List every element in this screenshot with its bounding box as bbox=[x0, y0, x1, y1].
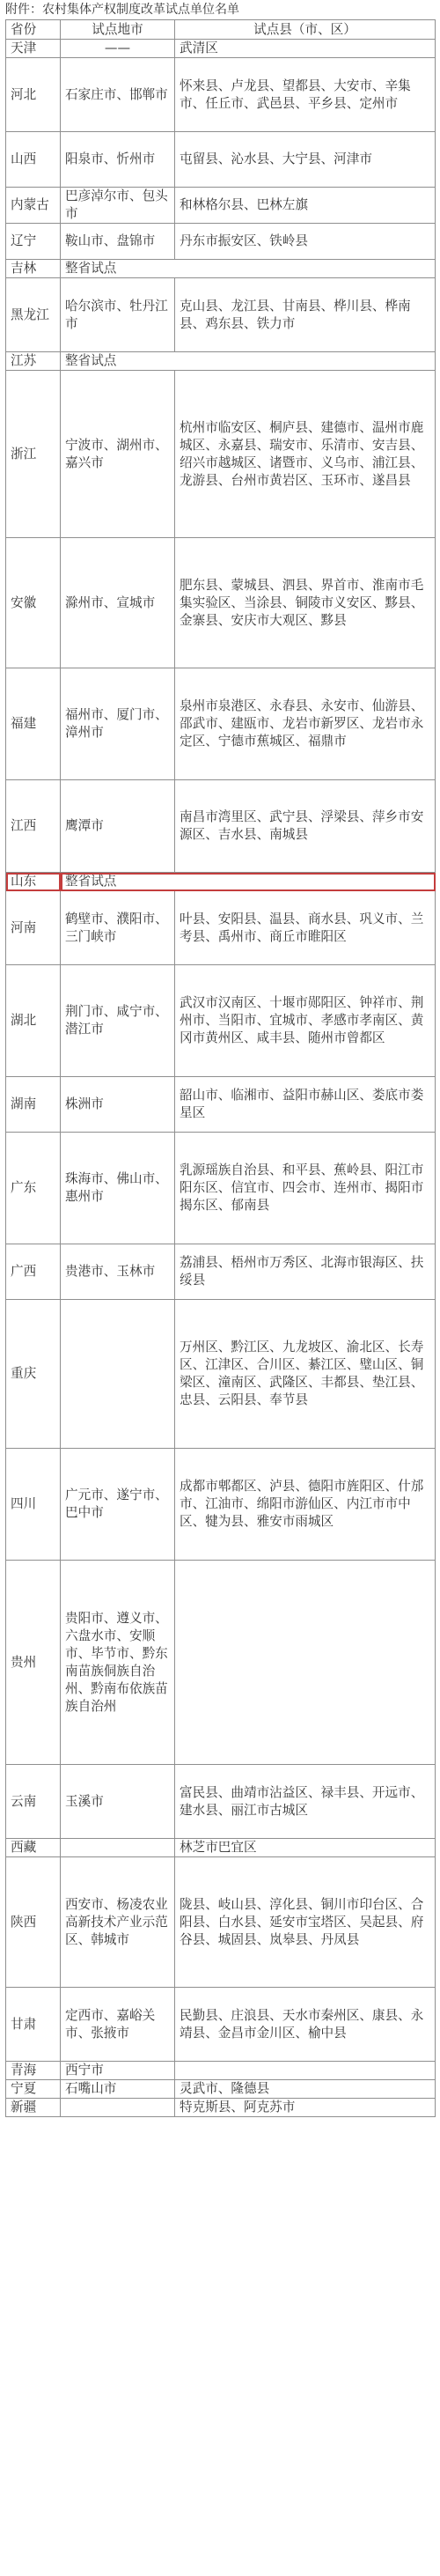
city-cell: 整省试点 bbox=[61, 352, 436, 371]
province-cell: 云南 bbox=[6, 1765, 61, 1839]
table-row bbox=[6, 891, 436, 965]
table-row bbox=[6, 2099, 436, 2117]
city-cell: 石家庄市、邯郸市 bbox=[61, 58, 175, 132]
header-county: 试点县（市、区） bbox=[175, 20, 436, 40]
city-cell: 贵阳市、遵义市、六盘水市、安顺市、毕节市、黔东南苗族侗族自治州、黔南布依族苗族自治州 bbox=[61, 1561, 175, 1765]
county-cell: 万州区、黔江区、九龙坡区、渝北区、长寿区、江津区、合川区、綦江区、璧山区、铜梁区、潼南区、武隆区、丰都县、垫江县、忠县、云阳县、奉节县 bbox=[175, 1300, 436, 1449]
table-row bbox=[6, 371, 436, 538]
table-row bbox=[6, 260, 436, 278]
county-cell: 林芝市巴宜区 bbox=[175, 1839, 436, 1857]
county-cell: 武清区 bbox=[175, 40, 436, 58]
table-body bbox=[6, 40, 436, 2117]
table-row bbox=[6, 352, 436, 371]
county-cell: 特克斯县、阿克苏市 bbox=[175, 2099, 436, 2117]
table-row bbox=[6, 1857, 436, 1988]
table-row bbox=[6, 278, 436, 352]
document-title: 附件：农村集体产权制度改革试点单位名单 bbox=[5, 3, 239, 17]
province-cell: 西藏 bbox=[6, 1839, 61, 1857]
city-cell: 株洲市 bbox=[61, 1077, 175, 1133]
county-cell: 克山县、龙江县、甘南县、桦川县、桦南县、鸡东县、铁力市 bbox=[175, 278, 436, 352]
county-cell: 南昌市湾里区、武宁县、浮梁县、萍乡市安源区、吉水县、南城县 bbox=[175, 780, 436, 873]
city-cell: 广元市、遂宁市、巴中市 bbox=[61, 1449, 175, 1561]
province-cell: 辽宁 bbox=[6, 224, 61, 260]
table-row bbox=[6, 40, 436, 58]
table-row bbox=[6, 188, 436, 224]
county-cell: 杭州市临安区、桐庐县、建德市、温州市鹿城区、永嘉县、瑞安市、乐清市、安吉县、绍兴市越城区、诸暨市、义乌市、浦江县、龙游县、台州市黄岩区、玉环市、遂昌县 bbox=[175, 371, 436, 538]
pilot-units-table bbox=[5, 19, 436, 2117]
county-cell: 泉州市泉港区、永春县、永安市、仙游县、邵武市、建瓯市、龙岩市新罗区、龙岩市永定区、宁德市蕉城区、福鼎市 bbox=[175, 668, 436, 780]
city-cell: 福州市、厦门市、漳州市 bbox=[61, 668, 175, 780]
table-row bbox=[6, 1244, 436, 1300]
province-cell: 浙江 bbox=[6, 371, 61, 538]
city-cell: 整省试点 bbox=[61, 873, 436, 891]
province-cell: 内蒙古 bbox=[6, 188, 61, 224]
city-cell bbox=[61, 1839, 175, 1857]
table-row bbox=[6, 668, 436, 780]
table-row bbox=[6, 1561, 436, 1765]
province-cell: 河北 bbox=[6, 58, 61, 132]
city-cell: 鞍山市、盘锦市 bbox=[61, 224, 175, 260]
city-cell: 阳泉市、忻州市 bbox=[61, 132, 175, 188]
province-cell: 甘肃 bbox=[6, 1988, 61, 2062]
city-cell: 定西市、嘉峪关市、张掖市 bbox=[61, 1988, 175, 2062]
city-cell: 珠海市、佛山市、惠州市 bbox=[61, 1133, 175, 1244]
table-row bbox=[6, 1839, 436, 1857]
city-cell: 巴彦淖尔市、包头市 bbox=[61, 188, 175, 224]
city-cell: 整省试点 bbox=[61, 260, 436, 278]
city-cell: 荆门市、咸宁市、潜江市 bbox=[61, 965, 175, 1077]
province-cell: 河南 bbox=[6, 891, 61, 965]
city-cell bbox=[61, 1300, 175, 1449]
table-row bbox=[6, 1133, 436, 1244]
header-province: 省份 bbox=[6, 20, 61, 40]
table-row bbox=[6, 58, 436, 132]
table-row bbox=[6, 965, 436, 1077]
province-cell: 福建 bbox=[6, 668, 61, 780]
province-cell: 陕西 bbox=[6, 1857, 61, 1988]
county-cell: 荔浦县、梧州市万秀区、北海市银海区、扶绥县 bbox=[175, 1244, 436, 1300]
table-row bbox=[6, 1988, 436, 2062]
table-row bbox=[6, 132, 436, 188]
city-cell: —— bbox=[61, 40, 175, 58]
county-cell: 和林格尔县、巴林左旗 bbox=[175, 188, 436, 224]
province-cell: 江西 bbox=[6, 780, 61, 873]
city-cell: 玉溪市 bbox=[61, 1765, 175, 1839]
city-cell: 宁波市、湖州市、嘉兴市 bbox=[61, 371, 175, 538]
table-row bbox=[6, 780, 436, 873]
province-cell: 宁夏 bbox=[6, 2080, 61, 2099]
province-cell: 山西 bbox=[6, 132, 61, 188]
county-cell: 韶山市、临湘市、益阳市赫山区、娄底市娄星区 bbox=[175, 1077, 436, 1133]
county-cell: 民勤县、庄浪县、天水市秦州区、康县、永靖县、金昌市金川区、榆中县 bbox=[175, 1988, 436, 2062]
province-cell: 江苏 bbox=[6, 352, 61, 371]
table-row bbox=[6, 1765, 436, 1839]
city-cell bbox=[61, 2099, 175, 2117]
province-cell: 青海 bbox=[6, 2062, 61, 2080]
county-cell: 丹东市振安区、铁岭县 bbox=[175, 224, 436, 260]
county-cell: 乳源瑶族自治县、和平县、蕉岭县、阳江市阳东区、信宜市、四会市、连州市、揭阳市揭东区、郁南县 bbox=[175, 1133, 436, 1244]
table-row bbox=[6, 538, 436, 668]
province-cell: 贵州 bbox=[6, 1561, 61, 1765]
county-cell: 灵武市、隆德县 bbox=[175, 2080, 436, 2099]
county-cell: 武汉市汉南区、十堰市郧阳区、钟祥市、荆州市、当阳市、宜城市、孝感市孝南区、黄冈市黄州区、咸丰县、随州市曾都区 bbox=[175, 965, 436, 1077]
province-cell: 重庆 bbox=[6, 1300, 61, 1449]
province-cell: 湖北 bbox=[6, 965, 61, 1077]
county-cell: 怀来县、卢龙县、望都县、大安市、辛集市、任丘市、武邑县、平乡县、定州市 bbox=[175, 58, 436, 132]
table-row bbox=[6, 2080, 436, 2099]
table-row bbox=[6, 1449, 436, 1561]
city-cell: 贵港市、玉林市 bbox=[61, 1244, 175, 1300]
table-row bbox=[6, 2062, 436, 2080]
city-cell: 西安市、杨凌农业高新技术产业示范区、韩城市 bbox=[61, 1857, 175, 1988]
county-cell: 富民县、曲靖市沾益区、禄丰县、开远市、建水县、丽江市古城区 bbox=[175, 1765, 436, 1839]
county-cell: 屯留县、沁水县、大宁县、河津市 bbox=[175, 132, 436, 188]
province-cell: 湖南 bbox=[6, 1077, 61, 1133]
city-cell: 哈尔滨市、牡丹江市 bbox=[61, 278, 175, 352]
province-cell: 新疆 bbox=[6, 2099, 61, 2117]
province-cell: 广东 bbox=[6, 1133, 61, 1244]
city-cell: 鹰潭市 bbox=[61, 780, 175, 873]
table-header-row bbox=[6, 20, 436, 40]
table-row bbox=[6, 873, 436, 891]
province-cell: 天津 bbox=[6, 40, 61, 58]
province-cell: 广西 bbox=[6, 1244, 61, 1300]
county-cell bbox=[175, 1561, 436, 1765]
province-cell: 山东 bbox=[6, 873, 61, 891]
province-cell: 四川 bbox=[6, 1449, 61, 1561]
county-cell: 成都市郫都区、泸县、德阳市旌阳区、什邡市、江油市、绵阳市游仙区、内江市市中区、犍为县、雅安市雨城区 bbox=[175, 1449, 436, 1561]
province-cell: 黑龙江 bbox=[6, 278, 61, 352]
province-cell: 吉林 bbox=[6, 260, 61, 278]
table-row bbox=[6, 1300, 436, 1449]
county-cell: 陇县、岐山县、淳化县、铜川市印台区、合阳县、白水县、延安市宝塔区、吴起县、府谷县、城固县、岚皋县、丹凤县 bbox=[175, 1857, 436, 1988]
county-cell: 肥东县、蒙城县、泗县、界首市、淮南市毛集实验区、当涂县、铜陵市义安区、黟县、金寨县、安庆市大观区、黟县 bbox=[175, 538, 436, 668]
province-cell: 安徽 bbox=[6, 538, 61, 668]
county-cell: 叶县、安阳县、温县、商水县、巩义市、兰考县、禹州市、商丘市睢阳区 bbox=[175, 891, 436, 965]
city-cell: 鹤壁市、濮阳市、三门峡市 bbox=[61, 891, 175, 965]
county-cell bbox=[175, 2062, 436, 2080]
table-row bbox=[6, 224, 436, 260]
city-cell: 石嘴山市 bbox=[61, 2080, 175, 2099]
header-city: 试点地市 bbox=[61, 20, 175, 40]
city-cell: 西宁市 bbox=[61, 2062, 175, 2080]
city-cell: 滁州市、宣城市 bbox=[61, 538, 175, 668]
table-row bbox=[6, 1077, 436, 1133]
